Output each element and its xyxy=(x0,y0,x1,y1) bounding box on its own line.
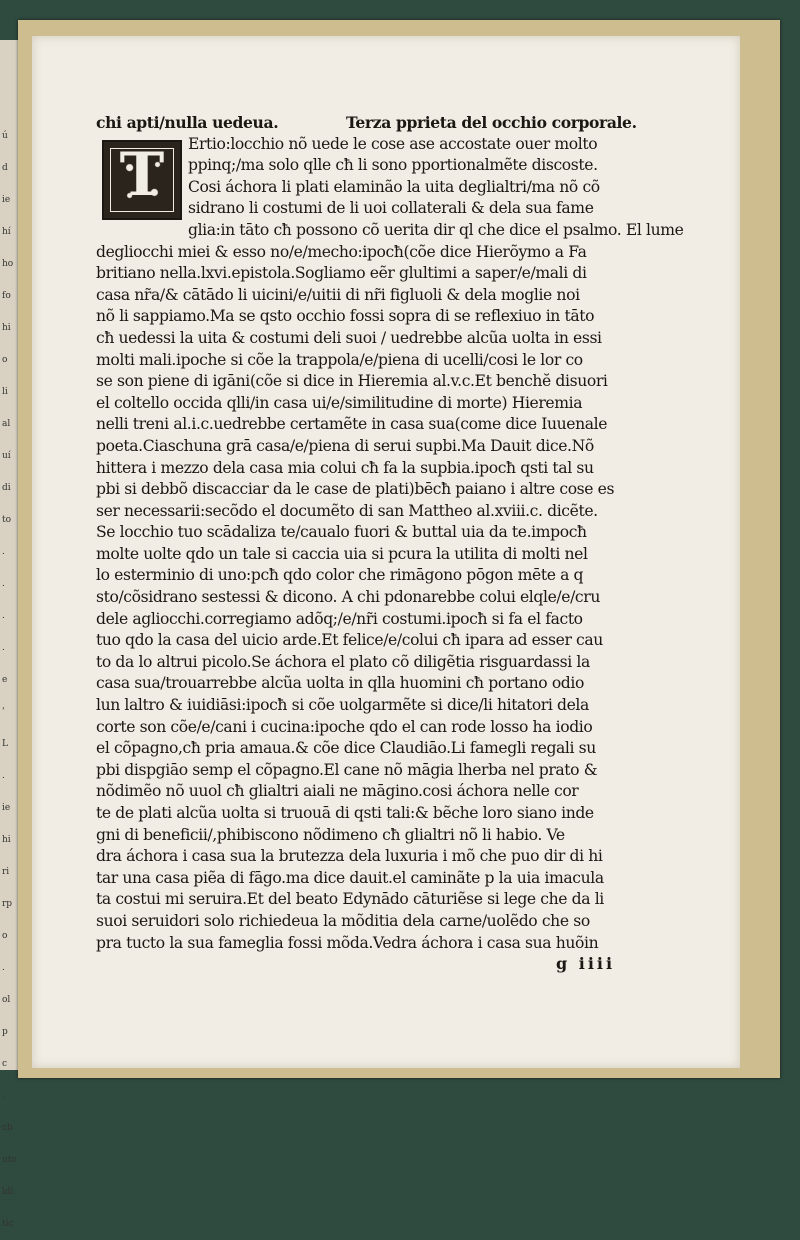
text-line: nelli treni al.i.c.uedrebbe certamẽte in casa sua(come dice Iuuenale xyxy=(96,415,608,434)
text-line: te de plati alcũa uolta si truouā di qsti tali:& bẽche loro siano inde xyxy=(96,804,594,822)
text-line: britiano nella.lxvi.epistola.Sogliamo eẽr glultimi a saper/e/mali di xyxy=(96,264,587,283)
text-line: casa nr̃a/& cātādo li uicini/e/uitii di nr̃i figluoli & dela moglie noi xyxy=(96,285,580,304)
running-header xyxy=(96,112,656,134)
text-line: suoi seruidori solo richiedeua la mõditia dela carne/uolẽdo che so xyxy=(96,911,590,930)
text-line: dele agliocchi.corregiamo adõq;/e/nr̃i costumi.ipocħ si fa el facto xyxy=(96,609,583,628)
text-line: glia:in tāto cħ possono cõ uerita dir ql che dice el psalmo. El lume xyxy=(188,220,684,239)
header-left: chi apti/nulla uedeua. xyxy=(96,113,279,132)
text-line: Cosi áchora li plati elaminão la uita deglialtri/ma nõ cõ xyxy=(188,177,600,196)
text-line: dra áchora i casa sua la brutezza dela luxuria i mõ che puo dir di hi xyxy=(96,847,603,866)
text-line: ta costui mi seruira.Et del beato Edynādo cāturiẽse si lege che da li xyxy=(96,890,604,909)
text-line: casa sua/trouarrebbe alcũa uolta in qlla huomini cħ portano odio xyxy=(96,674,584,693)
text-line: corte son cõe/e/cani i cucina:ipoche qdo el can rode losso ha iodio xyxy=(96,717,593,736)
text-line: molti mali.ipoche si cõe la trappola/e/piena di ucelli/cosi le lor co xyxy=(96,350,583,369)
text-line: sidrano li costumi de li uoi collaterali & dela sua fame xyxy=(188,199,594,218)
text-line: ser necessarii:secõdo el documẽto di san Mattheo al.xviii.c. dicẽte. xyxy=(96,501,598,520)
text-line: pra tucto la sua fameglia fossi mõda.Vedra áchora i casa sua huõin xyxy=(96,933,599,952)
text-line: nõdimẽo nõ uuol cħ glialtri aiali ne māgino.cosi áchora nelle cor xyxy=(96,782,579,801)
text-line: pbi si debbõ discacciar da le case de plati)bēcħ paiano i altre cose es xyxy=(96,480,615,499)
text-line: el cõpagno,cħ pria amaua.& cõe dice Claudiāo.Li famegli regali su xyxy=(96,739,596,758)
text-line: degliocchi miei & esso no/e/mecho:ipocħ(cõe dice Hierõymo a Fa xyxy=(96,242,587,261)
text-line: lun laltro & iuidiāsi:ipocħ si cõe uolgarmẽte si dice/li hitatori dela xyxy=(96,696,589,715)
text-line: lo esterminio di uno:pcħ qdo color che rimāgono pōgon mēte a q xyxy=(96,566,584,585)
text-line: nõ li sappiamo.Ma se qsto occhio fossi sopra di se reflexiuo in tāto xyxy=(96,307,595,326)
text-line: molte uolte qdo un tale si caccia uia si pcura la utilita di molti nel xyxy=(96,544,588,563)
text-line: Se locchio tuo scādaliza te/caualo fuori & buttal uia da te.impocħ xyxy=(96,523,587,542)
text-line: tuo qdo la casa del uicio arde.Et felice/e/colui cħ ipara ad esser cau xyxy=(96,631,603,650)
text-line: sto/cõsidrano sestessi & dicono. A chi pdonarebbe colui elqle/e/cru xyxy=(96,588,600,607)
text-line: Ertio:locchio nõ uede le cose ase accostate ouer molto xyxy=(188,134,598,153)
text-line: ppinq;/ma solo qlle cħ li sono pportionalmẽte discoste. xyxy=(188,156,598,175)
text-line: cħ uedessi la uita & costumi deli suoi / uedrebbe alcũa uolta in essi xyxy=(96,328,602,347)
page-text xyxy=(96,112,684,954)
facing-page-text: ú d ie hí ho fo hi o li al uí di to . . . . e ' L . ie hi ri rp o . ol p c . cb uto ldi tic xyxy=(2,131,17,1229)
text-line: gni di beneficii/,phibiscono nõdimeno cħ glialtri nõ li habio. Ve xyxy=(96,825,565,844)
text-line: poeta.Ciaschuna grā casa/e/piena di serui supbi.Ma Dauit dice.Nõ xyxy=(96,436,594,455)
text-line: el coltello occida qlli/in casa ui/e/similitudine di morte) Hieremia xyxy=(96,393,583,412)
text-line: hittera i mezzo dela casa mia colui cħ fa la supbia.ipocħ qsti tal su xyxy=(96,458,594,477)
text-line: to da lo altrui picolo.Se áchora el plato cõ diligẽtia risguardassi la xyxy=(96,652,590,671)
header-right: Terza pprieta del occhio corporale. xyxy=(346,113,637,132)
text-line: se son piene di igāni(cõe si dice in Hieremia al.v.c.Et benchĕ disuori xyxy=(96,372,608,391)
signature-mark: g iiii xyxy=(556,954,616,973)
initial-letter: T xyxy=(119,140,165,210)
text-line: pbi dispgiāo semp el cõpagno.El cane nõ māgia lherba nel prato & xyxy=(96,760,598,779)
text-line: tar una casa piẽa di fāgo.ma dice dauit.el caminãte p la uia imacula xyxy=(96,868,604,887)
